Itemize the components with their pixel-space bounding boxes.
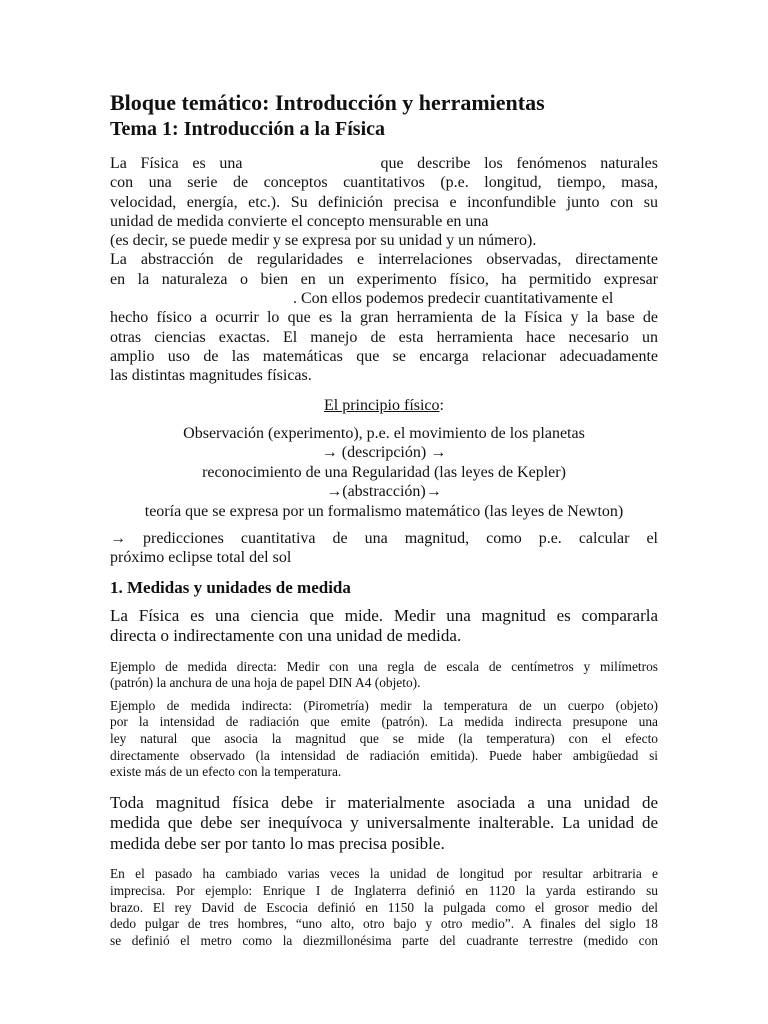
intro-line: unidad de medida convierte el concepto mensurable en una xyxy=(110,212,489,230)
measure-paragraph xyxy=(110,606,658,647)
unit-line: medida que debe ser inequívoca y universalmente inalterable. La unidad de xyxy=(110,813,658,833)
history-line: se definió el metro como la diezmillonésima parte del cuadrante terrestre (medido con xyxy=(110,932,658,948)
example-line: existe más de un efecto con la temperatura. xyxy=(110,764,342,780)
prediction-line: → predicciones cuantitativa de una magnitud, como p.e. calcular el xyxy=(110,530,658,548)
unit-line: medida debe ser por tanto lo mas precisa posible. xyxy=(110,833,445,853)
unit-line: Toda magnitud física debe ir materialmente asociada a una unidad de xyxy=(110,792,658,812)
example-line: (patrón) la anchura de una hoja de papel DIN A4 (objeto). xyxy=(110,675,421,691)
intro-line: La Física es una que describe los fenómenos naturales xyxy=(110,155,659,172)
intro-line: velocidad, energía, etc.). Su definición precisa e inconfundible junto con su xyxy=(110,193,658,211)
example-line: por la intensidad de radiación que emite (patrón). La medida indirecta presupone una xyxy=(110,714,658,730)
example-line: ley natural que asocia la magnitud que se mide (la temperatura) con el efecto xyxy=(110,731,658,747)
principle-step: Observación (experimento), p.e. el movimiento de los planetas xyxy=(183,424,585,442)
unit-paragraph xyxy=(110,793,658,855)
intro-line: en la naturaleza o bien en un experimento físico, ha permitido expresar xyxy=(110,270,658,288)
prediction-line: próximo eclipse total del sol xyxy=(110,549,292,567)
example-line: Ejemplo de medida indirecta: (Pirometría) medir la temperatura de un cuerpo (objeto) xyxy=(110,697,658,713)
principle-step: teoría que se expresa por un formalismo matemático (las leyes de Newton) xyxy=(144,502,624,520)
history-line: dedo pulgar de tres hombres, “uno alto, otro bajo y otro medio”. A finales del siglo 18 xyxy=(110,916,658,932)
measure-line: directa o indirectamente con una unidad de medida. xyxy=(110,626,462,646)
block-title: Bloque temático: Introducción y herramientas xyxy=(110,90,545,115)
measure-line: La Física es una ciencia que mide. Medir una magnitud es compararla xyxy=(110,605,658,625)
intro-line: (es decir, se puede medir y se expresa por su unidad y un número). xyxy=(110,232,537,250)
intro-line: otras ciencias exactas. El manejo de esta herramienta hace necesario un xyxy=(110,328,658,346)
intro-line: La abstracción de regularidades e interrelaciones observadas, directamente xyxy=(110,251,658,269)
principle-step: reconocimiento de una Regularidad (las leyes de Kepler) xyxy=(202,463,566,481)
intro-line: hecho físico a ocurrir lo que es la gran herramienta de la Física y la base de xyxy=(110,309,658,327)
principle-step: → (descripción) → xyxy=(321,444,447,462)
example-line: directamente observado (la intensidad de radiación emitida). Puede haber ambigüedad si xyxy=(110,747,658,763)
intro-line: con una serie de conceptos cuantitativos (p.e. longitud, tiempo, masa, xyxy=(110,174,658,192)
topic-title: Tema 1: Introducción a la Física xyxy=(110,118,386,140)
section-heading: 1. Medidas y unidades de medida xyxy=(110,577,351,597)
intro-line: . Con ellos podemos predecir cuantitativamente el xyxy=(293,290,614,308)
history-paragraph xyxy=(110,866,658,949)
history-line: imprecisa. Por ejemplo: Enrique I de Inglaterra definió en 1120 la yarda estirando su xyxy=(110,882,658,898)
principle-step: →(abstracción)→ xyxy=(326,483,442,501)
example-line: Ejemplo de medida directa: Medir con una regla de escala de centímetros y milímetros xyxy=(110,658,658,674)
principle-title: El principio físico: xyxy=(324,396,444,414)
history-line: brazo. El rey David de Escocia definió en 1150 la pulgada como el grosor medio del xyxy=(110,899,658,915)
intro-paragraph xyxy=(110,154,658,386)
indirect-example xyxy=(110,698,658,781)
history-line: En el pasado ha cambiado varias veces la unidad de longitud por resultar arbitraria e xyxy=(110,866,658,882)
principle-prediction xyxy=(110,529,658,568)
direct-example xyxy=(110,659,658,692)
intro-line: amplio uso de las matemáticas que se encarga relacionar adecuadamente xyxy=(110,347,658,365)
intro-line: las distintas magnitudes físicas. xyxy=(110,367,312,385)
document-content xyxy=(110,90,658,949)
